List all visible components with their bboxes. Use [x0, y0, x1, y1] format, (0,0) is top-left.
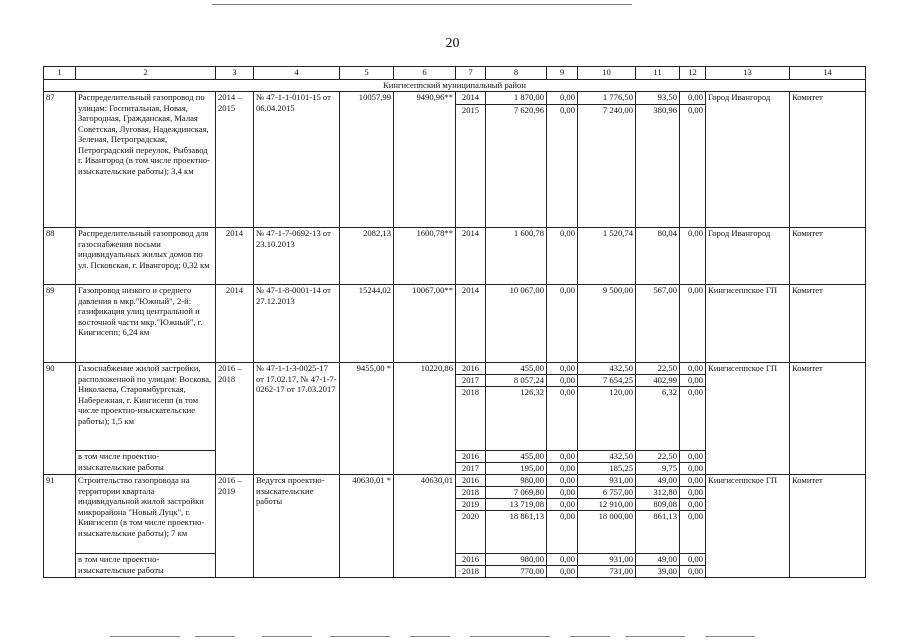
object-name: Газопровод низкого и среднего давления в мкр."Южный", 2-й: газификация улиц центральной и восточной части мкр."Южный", г. Кингисепп; 6,24 км [76, 285, 216, 363]
page-number: 20 [445, 36, 460, 51]
year-total: 18 861,13 [486, 511, 547, 554]
regional-budget: 185,25 [578, 463, 636, 475]
col-header: 6 [394, 67, 456, 80]
year-total: 1 600,78 [486, 228, 547, 285]
federal-budget: 0,00 [547, 475, 578, 487]
col-header: 12 [680, 67, 706, 80]
local-budget: 9,75 [636, 463, 680, 475]
year-total: 13 719,08 [486, 499, 547, 511]
period: 2016 – 2019 [216, 475, 254, 578]
federal-budget: 0,00 [547, 511, 578, 554]
bottom-rule [410, 636, 450, 637]
year: 2016 [456, 363, 486, 375]
bottom-rule [570, 636, 610, 637]
other-sources: 0,00 [680, 451, 706, 463]
other-sources: 0,00 [680, 499, 706, 511]
local-budget: 93,50 [636, 92, 680, 105]
table-row [44, 363, 866, 375]
regional-budget: 120,00 [578, 387, 636, 451]
table-row [44, 92, 866, 105]
other-sources: 0,00 [680, 105, 706, 228]
table-row [44, 285, 866, 363]
other-sources: 0,00 [680, 566, 706, 578]
year-total: 980,00 [486, 475, 547, 487]
other-sources: 0,00 [680, 511, 706, 554]
col-header: 2 [76, 67, 216, 80]
period: 2014 [216, 228, 254, 285]
expertise-doc: № 47-1-1-0101-15 от 06.04.2015 [254, 92, 340, 228]
year: 2017 [456, 375, 486, 387]
col-header: 5 [340, 67, 394, 80]
other-sources: 0,00 [680, 387, 706, 451]
estimated-cost: 15244,02 [340, 285, 394, 363]
year: 2015 [456, 105, 486, 228]
federal-budget: 0,00 [547, 228, 578, 285]
federal-budget: 0,00 [547, 387, 578, 451]
local-budget: 6,32 [636, 387, 680, 451]
federal-budget: 0,00 [547, 499, 578, 511]
federal-budget: 0,00 [547, 92, 578, 105]
estimated-cost: 9455,00 * [340, 363, 394, 475]
section-row [44, 80, 866, 92]
regional-budget: 7 240,00 [578, 105, 636, 228]
bottom-rule [262, 636, 312, 637]
local-budget: 402,99 [636, 375, 680, 387]
column-number-row [44, 67, 866, 80]
col-header: 7 [456, 67, 486, 80]
year: 2017 [456, 463, 486, 475]
object-name: Распределительный газопровод для газоснабжения восьми индивидуальных жилых домов по ул. Псковская, г. Ивангород; 0,32 км [76, 228, 216, 285]
col-header: 1 [44, 67, 76, 80]
row-number: 88 [44, 228, 76, 285]
regional-budget: 6 757,00 [578, 487, 636, 499]
municipality: Кингисеппское ГП [706, 363, 790, 475]
row-number: 87 [44, 92, 76, 228]
regional-budget: 931,00 [578, 554, 636, 566]
year-total: 770,00 [486, 566, 547, 578]
regional-budget: 9 500,00 [578, 285, 636, 363]
section-title: Кингисеппский муниципальный район [44, 80, 866, 92]
year: 2014 [456, 228, 486, 285]
municipality: Город Ивангород [706, 92, 790, 228]
year-total: 126,32 [486, 387, 547, 451]
year-total: 195,00 [486, 463, 547, 475]
total-financing: 9490,96** [394, 92, 456, 228]
other-sources: 0,00 [680, 554, 706, 566]
total-financing: 10067,00** [394, 285, 456, 363]
other-sources: 0,00 [680, 487, 706, 499]
bottom-rule [705, 636, 755, 637]
regional-budget: 1 776,50 [578, 92, 636, 105]
total-financing: 10220,86 [394, 363, 456, 475]
federal-budget: 0,00 [547, 375, 578, 387]
executor: Комитет [790, 285, 866, 363]
col-header: 4 [254, 67, 340, 80]
regional-budget: 432,50 [578, 451, 636, 463]
local-budget: 39,00 [636, 566, 680, 578]
local-budget: 22,50 [636, 363, 680, 375]
year: 2018 [456, 487, 486, 499]
executor: Комитет [790, 475, 866, 578]
federal-budget: 0,00 [547, 566, 578, 578]
object-name: Газоснабжение жилой застройки, расположенной по улицам: Воскова, Николаева, Староямбургская, Набережная, г. Кингисепп (в том числе проектно-изыскательские работы); 1,5 км [76, 363, 216, 451]
other-sources: 0,00 [680, 285, 706, 363]
subtotal-label: в том числе проектно-изыскательские работы [76, 554, 216, 578]
bottom-rule [330, 636, 390, 637]
object-name: Распределительный газопровод по улицам: Госпитальная, Новая, Загородная, Гражданская, Малая Советская, Луговая, Надеждинская, Зеленая, Петроградская, Петроградский переулок, Рыбзавод г. Ивангород (в том числе проектно-изыскательские работы); 3,4 км [76, 92, 216, 228]
year-total: 8 057,24 [486, 375, 547, 387]
year: 2014 [456, 92, 486, 105]
local-budget: 49,00 [636, 475, 680, 487]
col-header: 10 [578, 67, 636, 80]
federal-budget: 0,00 [547, 554, 578, 566]
local-budget: 380,96 [636, 105, 680, 228]
estimated-cost: 10057,99 [340, 92, 394, 228]
bottom-rules [0, 636, 905, 637]
municipality: Кингисеппское ГП [706, 475, 790, 578]
period: 2016 – 2018 [216, 363, 254, 475]
bottom-rule [195, 636, 235, 637]
local-budget: 22,50 [636, 451, 680, 463]
expertise-doc: № 47-1-7-0692-13 от 23.10.2013 [254, 228, 340, 285]
table-row [44, 228, 866, 285]
subtotal-label: в том числе проектно-изыскательские работы [76, 451, 216, 475]
municipality: Город Ивангород [706, 228, 790, 285]
year-total: 1 870,00 [486, 92, 547, 105]
local-budget: 49,00 [636, 554, 680, 566]
col-header: 13 [706, 67, 790, 80]
regional-budget: 12 910,00 [578, 499, 636, 511]
other-sources: 0,00 [680, 228, 706, 285]
year: 2016 [456, 475, 486, 487]
col-header: 11 [636, 67, 680, 80]
row-number: 89 [44, 285, 76, 363]
executor: Комитет [790, 363, 866, 475]
period: 2014 [216, 285, 254, 363]
year: 2018 [456, 387, 486, 451]
other-sources: 0,00 [680, 92, 706, 105]
year-total: 455,00 [486, 451, 547, 463]
program-table [43, 66, 866, 578]
row-number: 90 [44, 363, 76, 475]
other-sources: 0,00 [680, 375, 706, 387]
federal-budget: 0,00 [547, 487, 578, 499]
estimated-cost: 40630,01 * [340, 475, 394, 578]
year: 2020 [456, 511, 486, 554]
bottom-rule [470, 636, 550, 637]
year-total: 10 067,00 [486, 285, 547, 363]
period: 2014 – 2015 [216, 92, 254, 228]
year-total: 7 620,96 [486, 105, 547, 228]
other-sources: 0,00 [680, 363, 706, 375]
row-number: 91 [44, 475, 76, 578]
federal-budget: 0,00 [547, 285, 578, 363]
estimated-cost: 2082,13 [340, 228, 394, 285]
local-budget: 312,80 [636, 487, 680, 499]
regional-budget: 18 000,00 [578, 511, 636, 554]
year-total: 7 069,80 [486, 487, 547, 499]
object-name: Строительство газопровода на территории квартала индивидуальной жилой застройки микрорайона "Новый Луцк", г. Кингисепп (в том числе проектно-изыскательские работы); 7 км [76, 475, 216, 554]
regional-budget: 7 654,25 [578, 375, 636, 387]
executor: Комитет [790, 228, 866, 285]
year: 2016 [456, 554, 486, 566]
col-header: 14 [790, 67, 866, 80]
year-total: 455,00 [486, 363, 547, 375]
year: 2019 [456, 499, 486, 511]
expertise-doc: № 47-1-8-0001-14 от 27.12.2013 [254, 285, 340, 363]
federal-budget: 0,00 [547, 105, 578, 228]
total-financing: 40630,01 [394, 475, 456, 578]
local-budget: 80,04 [636, 228, 680, 285]
other-sources: 0,00 [680, 475, 706, 487]
municipality: Кингисеппское ГП [706, 285, 790, 363]
regional-budget: 432,50 [578, 363, 636, 375]
other-sources: 0,00 [680, 463, 706, 475]
col-header: 9 [547, 67, 578, 80]
federal-budget: 0,00 [547, 463, 578, 475]
executor: Комитет [790, 92, 866, 228]
federal-budget: 0,00 [547, 451, 578, 463]
expertise-doc: № 47-1-1-3-0025-17 от 17.02.17, № 47-1-7-0262-17 от 17.03.2017 [254, 363, 340, 475]
regional-budget: 1 520,74 [578, 228, 636, 285]
year: 2016 [456, 451, 486, 463]
regional-budget: 731,00 [578, 566, 636, 578]
year: 2018 [456, 566, 486, 578]
table-row [44, 475, 866, 487]
federal-budget: 0,00 [547, 363, 578, 375]
regional-budget: 931,00 [578, 475, 636, 487]
local-budget: 809,08 [636, 499, 680, 511]
bottom-rule [110, 636, 180, 637]
total-financing: 1600,78** [394, 228, 456, 285]
bottom-rule [625, 636, 685, 637]
local-budget: 861,13 [636, 511, 680, 554]
year-total: 980,00 [486, 554, 547, 566]
col-header: 8 [486, 67, 547, 80]
year: 2014 [456, 285, 486, 363]
expertise-doc: Ведутся проектно-изыскательские работы [254, 475, 340, 578]
local-budget: 567,00 [636, 285, 680, 363]
col-header: 3 [216, 67, 254, 80]
top-rule [212, 4, 632, 5]
